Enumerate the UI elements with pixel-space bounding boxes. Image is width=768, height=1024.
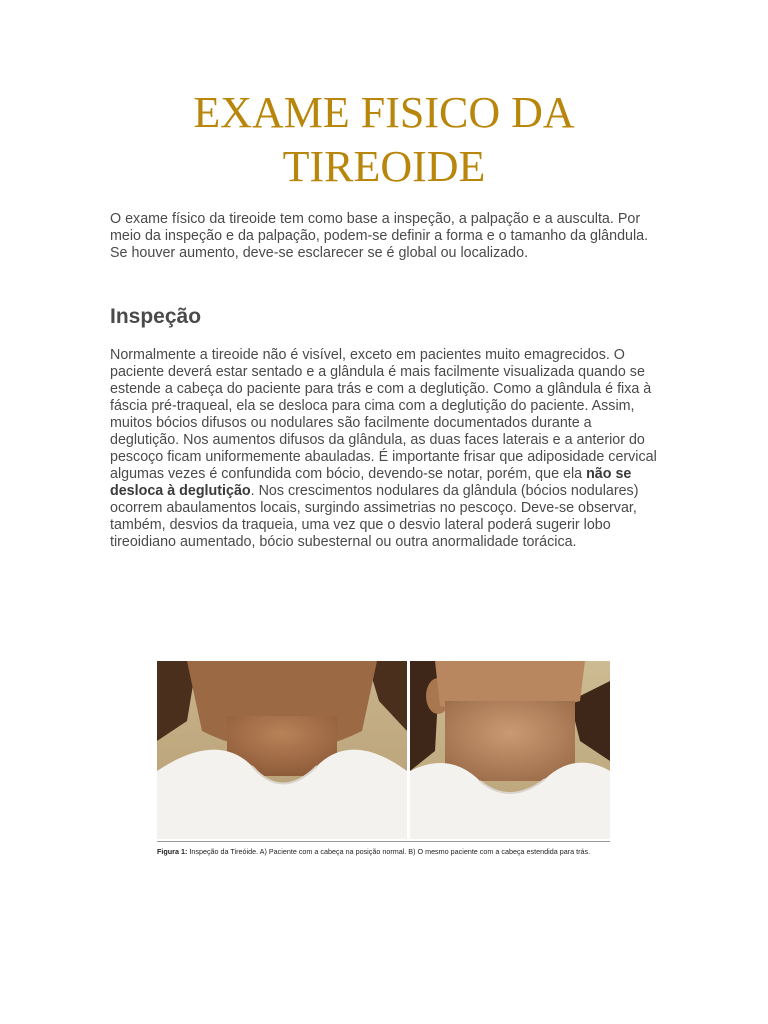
title-line-2: TIREOIDE — [282, 142, 486, 191]
caption-text: Inspeção da Tireóide. A) Paciente com a cabeça na posição normal. B) O mesmo paciente com a cabeça estendida para trás. — [187, 847, 591, 856]
figure-photo-b — [410, 661, 610, 839]
body-bold-text: não se desloca à deglutição — [110, 466, 632, 499]
inspection-paragraph — [110, 347, 658, 551]
figure-caption — [157, 847, 617, 856]
intro-paragraph: O exame físico da tireoide tem como base a inspeção, a palpação e a ausculta. Por meio da inspeção e da palpação, podem-se definir a forma e o tamanho da glândula. Se houver aumento, deve-se esclarecer se é global ou localizado. — [110, 211, 649, 261]
caption-divider — [157, 841, 610, 842]
figure-photo-a — [157, 661, 407, 839]
section-heading: Inspeção — [110, 305, 202, 328]
title-line-1: EXAME FISICO DA — [193, 88, 575, 137]
body-text-1: Normalmente a tireoide não é visível, exceto em pacientes muito emagrecidos. O paciente deverá estar sentado e a glândula é mais facilmente visualizada quando se estende a cabeça do paciente para trás e com a deglutição. Como a glândula é fixa à fáscia pré-traqueal, ela se desloca para cima com a deglutição do paciente. Assim, muitos bócios difusos ou nodulares são facilmente documentados durante a deglutição. Nos aumentos difusos da glândula, as duas faces laterais e a anterior do pescoço ficam uniformemente abauladas. É importante frisar que adiposidade cervical algumas vezes é confundida com bócio, devendo-se notar, porém, que ela — [110, 347, 657, 482]
figure — [157, 661, 610, 861]
document-title — [0, 86, 768, 194]
caption-label: Figura 1: — [157, 847, 188, 856]
body-text-2: . Nos crescimentos nodulares da glândula (bócios nodulares) ocorrem abaulamentos locais, surgindo assimetrias no pescoço. Deve-se observar, também, desvios da traqueia, uma vez que o desvio lateral poderá sugerir lobo tireoidiano aumentado, bócio subesternal ou outra anormalidade torácica. — [110, 483, 639, 550]
